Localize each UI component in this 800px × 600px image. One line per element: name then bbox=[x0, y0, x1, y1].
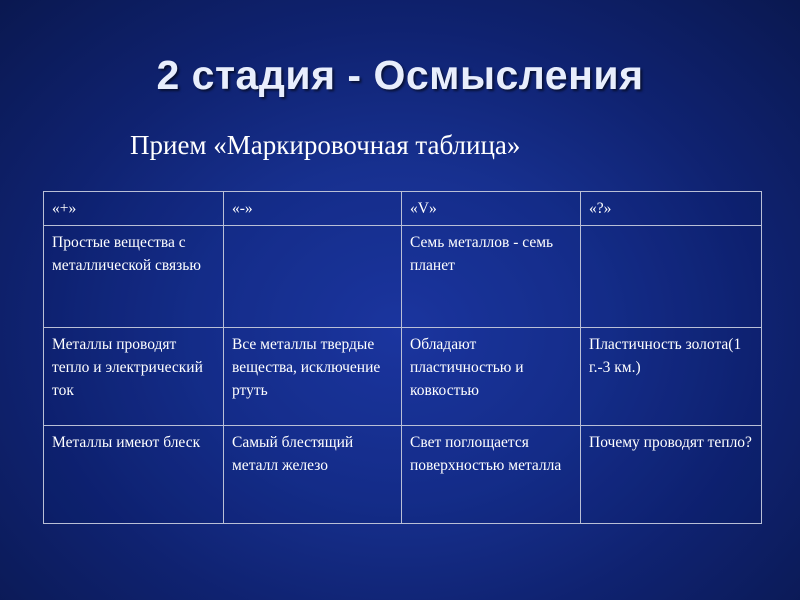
table-cell: Свет поглощается поверхностью металла bbox=[402, 426, 581, 524]
table-cell: Пластичность золота(1 г.-3 км.) bbox=[581, 328, 762, 426]
table-cell: Самый блестящий металл железо bbox=[224, 426, 402, 524]
table-cell: Металлы имеют блеск bbox=[44, 426, 224, 524]
table-cell: Простые вещества с металлической связью bbox=[44, 226, 224, 328]
table-row bbox=[44, 328, 762, 426]
header-minus: «-» bbox=[224, 192, 402, 226]
slide-title: 2 стадия - Осмысления bbox=[156, 52, 644, 98]
table-header-row bbox=[44, 192, 762, 226]
header-question: «?» bbox=[581, 192, 762, 226]
table-row bbox=[44, 226, 762, 328]
table-cell bbox=[224, 226, 402, 328]
marking-table bbox=[43, 191, 762, 524]
table-cell: Металлы проводят тепло и электрический ток bbox=[44, 328, 224, 426]
slide-subtitle: Прием «Маркировочная таблица» bbox=[130, 130, 521, 160]
table-cell: Все металлы твердые вещества, исключение ртуть bbox=[224, 328, 402, 426]
table-cell: Семь металлов - семь планет bbox=[402, 226, 581, 328]
table-cell bbox=[581, 226, 762, 328]
header-check: «V» bbox=[402, 192, 581, 226]
table-row bbox=[44, 426, 762, 524]
table-cell: Почему проводят тепло? bbox=[581, 426, 762, 524]
table-cell: Обладают пластичностью и ковкостью bbox=[402, 328, 581, 426]
header-plus: «+» bbox=[44, 192, 224, 226]
